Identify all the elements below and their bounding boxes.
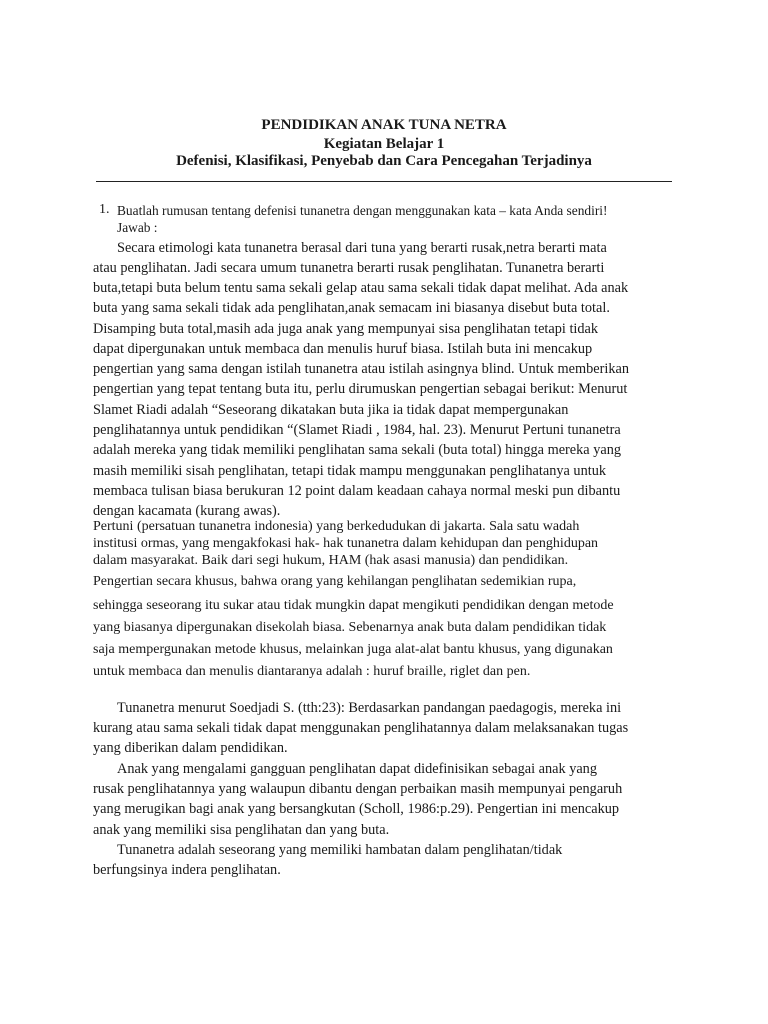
body-line: Slamet Riadi adalah “Seseorang dikatakan buta jika ia tidak dapat mempergunakan: [93, 402, 569, 418]
question-number: 1.: [99, 202, 110, 217]
body-line: Anak yang mengalami gangguan penglihatan dapat didefinisikan sebagai anak yang: [117, 761, 597, 777]
body-line: atau penglihatan. Jadi secara umum tunanetra berarti rusak penglihatan. Tunanetra berarti: [93, 260, 605, 276]
document-topic: Defenisi, Klasifikasi, Penyebab dan Cara Pencegahan Terjadinya: [176, 153, 592, 169]
body-line: masih memiliki sisah penglihatan, tetapi tidak mampu menggunakan penglihatanya untuk: [93, 463, 606, 479]
body-line: membaca tulisan biasa berukuran 12 point dalam keadaan cahaya normal meski pun dibantu: [93, 483, 621, 499]
body-line: Disamping buta total,masih ada juga anak yang mempunyai sisa penglihatan tetapi tidak: [93, 321, 599, 337]
body-line: berfungsinya indera penglihatan.: [93, 862, 281, 878]
body-line: pengertian yang tepat tentang buta itu, perlu dirumuskan pengertian sebagai berikut: Menurut: [93, 381, 628, 397]
body-line: Pertuni (persatuan tunanetra indonesia) yang berkedudukan di jakarta. Sala satu wadah: [93, 519, 580, 534]
body-line: institusi ormas, yang mengakfokasi hak- hak tunanetra dalam kehidupan dan penghidupan: [93, 536, 599, 551]
question-text: Buatlah rumusan tentang defenisi tunanetra dengan menggunakan kata – kata Anda sendiri!: [117, 203, 608, 218]
body-line: rusak penglihatannya yang walaupun dibantu dengan perbaikan masih mempunyai pengaruh: [93, 781, 623, 797]
body-line: yang diberikan dalam pendidikan.: [93, 740, 288, 756]
title-divider: [96, 181, 672, 182]
body-line: kurang atau sama sekali tidak dapat menggunakan penglihatannya dalam melaksanakan tugas: [93, 720, 629, 736]
body-line: dengan kacamata (kurang awas).: [93, 503, 281, 519]
body-line: saja mempergunakan metode khusus, melainkan juga alat-alat bantu khusus, yang digunakan: [93, 642, 613, 657]
body-line: adalah mereka yang tidak memiliki penglihatan sama sekali (buta total) hingga mereka yang: [93, 442, 622, 458]
body-line: dalam masyarakat. Baik dari segi hukum, HAM (hak asasi manusia) dan pendidikan.: [93, 553, 569, 568]
body-line: buta,tetapi buta belum tentu sama sekali gelap atau sama sekali tidak dapat melihat. Ada anak: [93, 280, 629, 296]
body-line: yang merugikan bagi anak yang bersangkutan (Scholl, 1986:p.29). Pengertian ini mencakup: [93, 801, 620, 817]
answer-label: Jawab :: [117, 220, 158, 235]
document-title: PENDIDIKAN ANAK TUNA NETRA: [261, 117, 507, 133]
body-line: pengertian yang sama dengan istilah tunanetra atau istilah asingnya blind. Untuk memberikan: [93, 361, 629, 377]
body-line: penglihatannya untuk pendidikan “(Slamet Riadi , 1984, hal. 23). Menurut Pertuni tunanetra: [93, 422, 621, 438]
document-subtitle: Kegiatan Belajar 1: [323, 136, 445, 152]
body-line: anak yang memiliki sisa penglihatan dan yang buta.: [93, 822, 390, 838]
body-line: dapat dipergunakan untuk membaca dan menulis huruf biasa. Istilah buta ini mencakup: [93, 341, 593, 357]
body-line: Secara etimologi kata tunanetra berasal dari tuna yang berarti rusak,netra berarti mata: [117, 240, 607, 256]
body-line: Pengertian secara khusus, bahwa orang yang kehilangan penglihatan sedemikian rupa,: [93, 574, 577, 589]
body-line: yang biasanya dipergunakan disekolah biasa. Sebenarnya anak buta dalam pendidikan tidak: [93, 620, 607, 635]
body-line: Tunanetra adalah seseorang yang memiliki hambatan dalam penglihatan/tidak: [117, 842, 563, 858]
body-line: buta yang sama sekali tidak ada penglihatan,anak semacam ini biasanya disebut buta total.: [93, 300, 610, 316]
body-line: untuk membaca dan menulis diantaranya adalah : huruf braille, riglet dan pen.: [93, 664, 531, 679]
body-line: Tunanetra menurut Soedjadi S. (tth:23): Berdasarkan pandangan paedagogis, mereka ini: [117, 700, 622, 716]
body-line: sehingga seseorang itu sukar atau tidak mungkin dapat mengikuti pendidikan dengan metode: [93, 598, 614, 613]
